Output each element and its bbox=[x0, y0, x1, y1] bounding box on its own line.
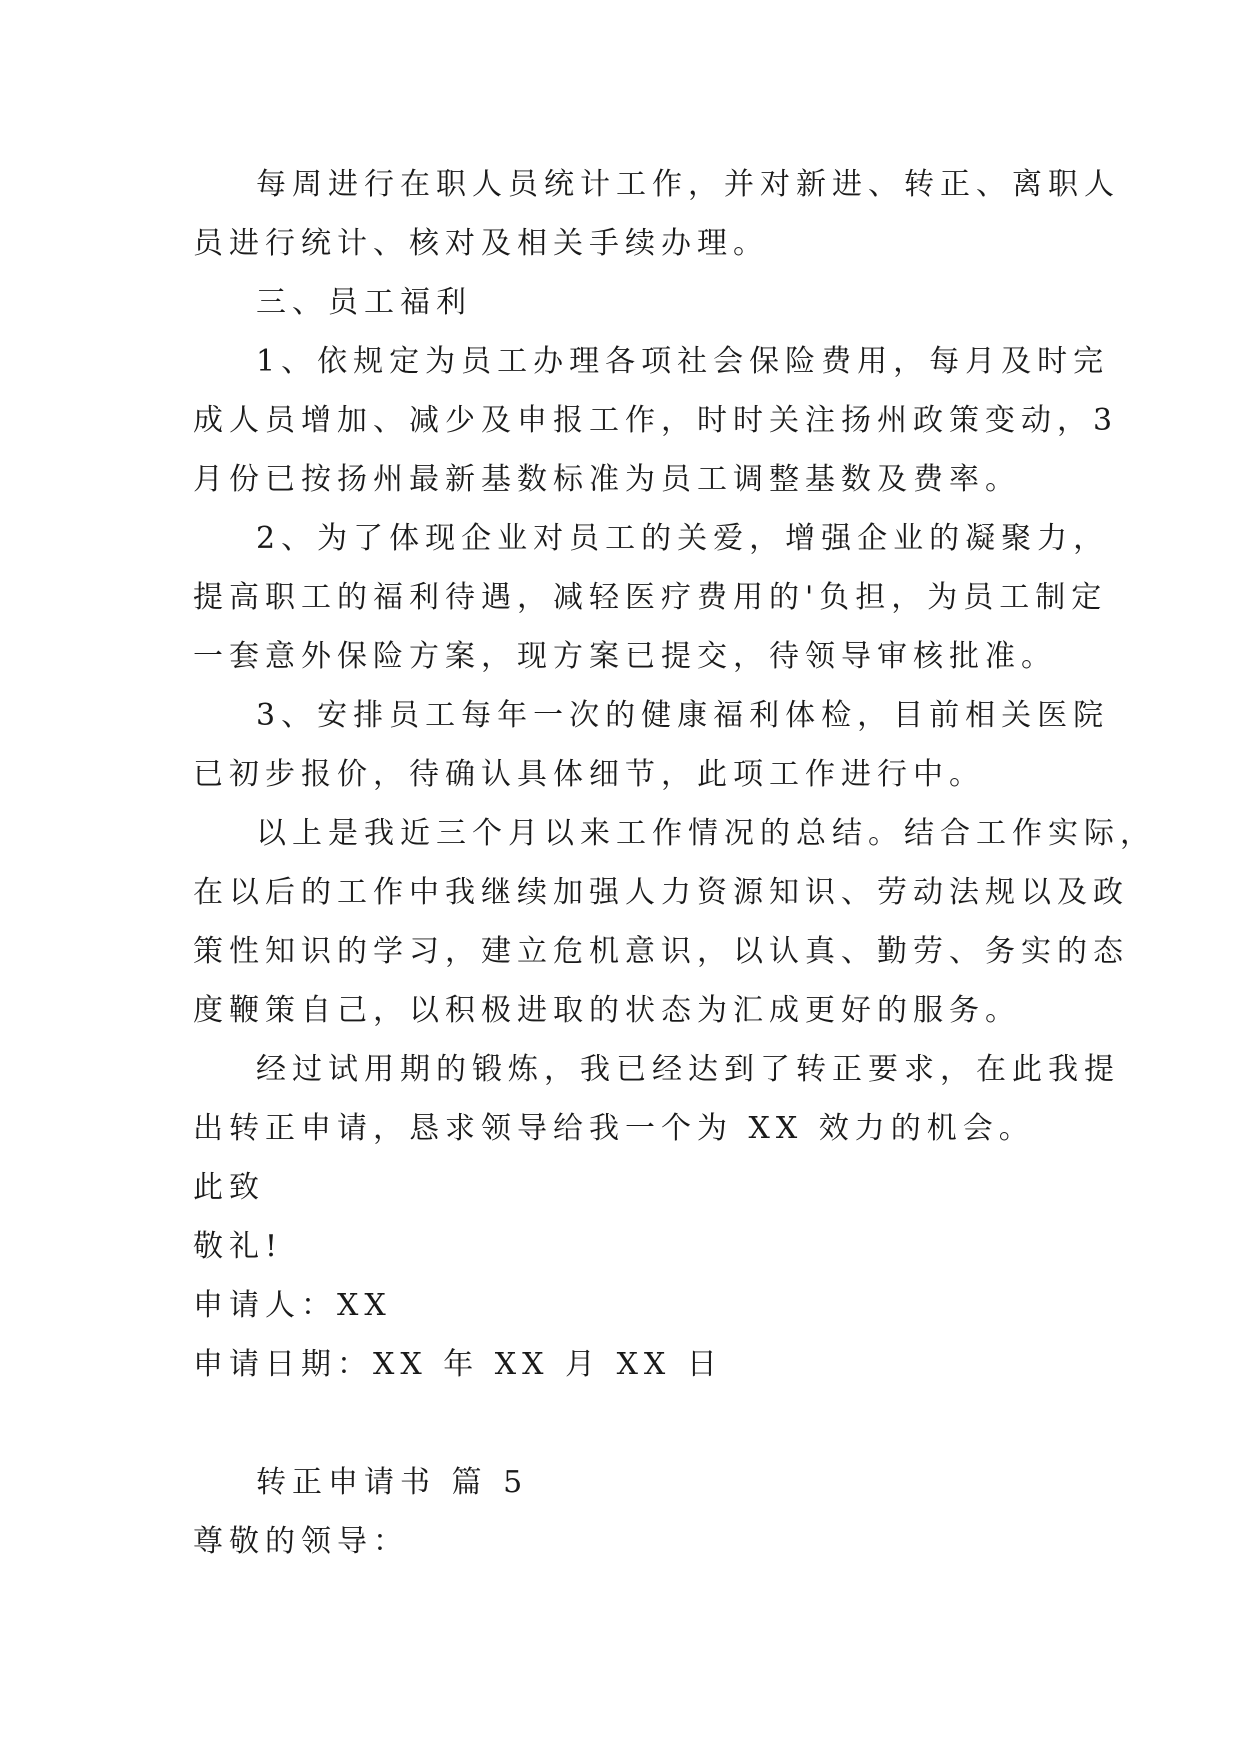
paragraph-line: 月份已按扬州最新基数标准为员工调整基数及费率。 bbox=[193, 462, 1021, 497]
greeting-line: 尊敬的领导： bbox=[193, 1524, 409, 1559]
paragraph-line: 2、为了体现企业对员工的关爱，增强企业的凝聚力， bbox=[256, 521, 1110, 556]
salutation-line: 敬礼! bbox=[193, 1229, 284, 1264]
paragraph-line: 经过试用期的锻炼，我已经达到了转正要求，在此我提 bbox=[256, 1052, 1120, 1087]
section-title: 转正申请书 篇 5 bbox=[256, 1465, 529, 1500]
paragraph-line: 提高职工的福利待遇，减轻医疗费用的'负担，为员工制定 bbox=[193, 580, 1108, 615]
section-heading: 三、员工福利 bbox=[256, 285, 472, 320]
paragraph-line: 出转正申请，恳求领导给我一个为 XX 效力的机会。 bbox=[193, 1111, 1035, 1146]
paragraph-line: 成人员增加、减少及申报工作，时时关注扬州政策变动，3 bbox=[193, 403, 1119, 438]
applicant-line: 申请人：XX bbox=[193, 1288, 392, 1323]
date-line: 申请日期：XX 年 XX 月 XX 日 bbox=[193, 1347, 723, 1382]
paragraph-line: 已初步报价，待确认具体细节，此项工作进行中。 bbox=[193, 757, 985, 792]
paragraph-line: 策性知识的学习，建立危机意识，以认真、勤劳、务实的态 bbox=[193, 934, 1129, 969]
paragraph-line: 1、依规定为员工办理各项社会保险费用，每月及时完 bbox=[256, 344, 1110, 379]
paragraph-line: 3、安排员工每年一次的健康福利体检，目前相关医院 bbox=[256, 698, 1110, 733]
paragraph-line: 每周进行在职人员统计工作，并对新进、转正、离职人 bbox=[256, 167, 1120, 202]
closing-line: 此致 bbox=[193, 1170, 265, 1205]
paragraph-line: 员进行统计、核对及相关手续办理。 bbox=[193, 226, 769, 261]
paragraph-line: 度鞭策自己，以积极进取的状态为汇成更好的服务。 bbox=[193, 993, 1021, 1028]
paragraph-line: 一套意外保险方案，现方案已提交，待领导审核批准。 bbox=[193, 639, 1057, 674]
paragraph-line: 在以后的工作中我继续加强人力资源知识、劳动法规以及政 bbox=[193, 875, 1129, 910]
paragraph-line: 以上是我近三个月以来工作情况的总结。结合工作实际， bbox=[256, 816, 1156, 851]
